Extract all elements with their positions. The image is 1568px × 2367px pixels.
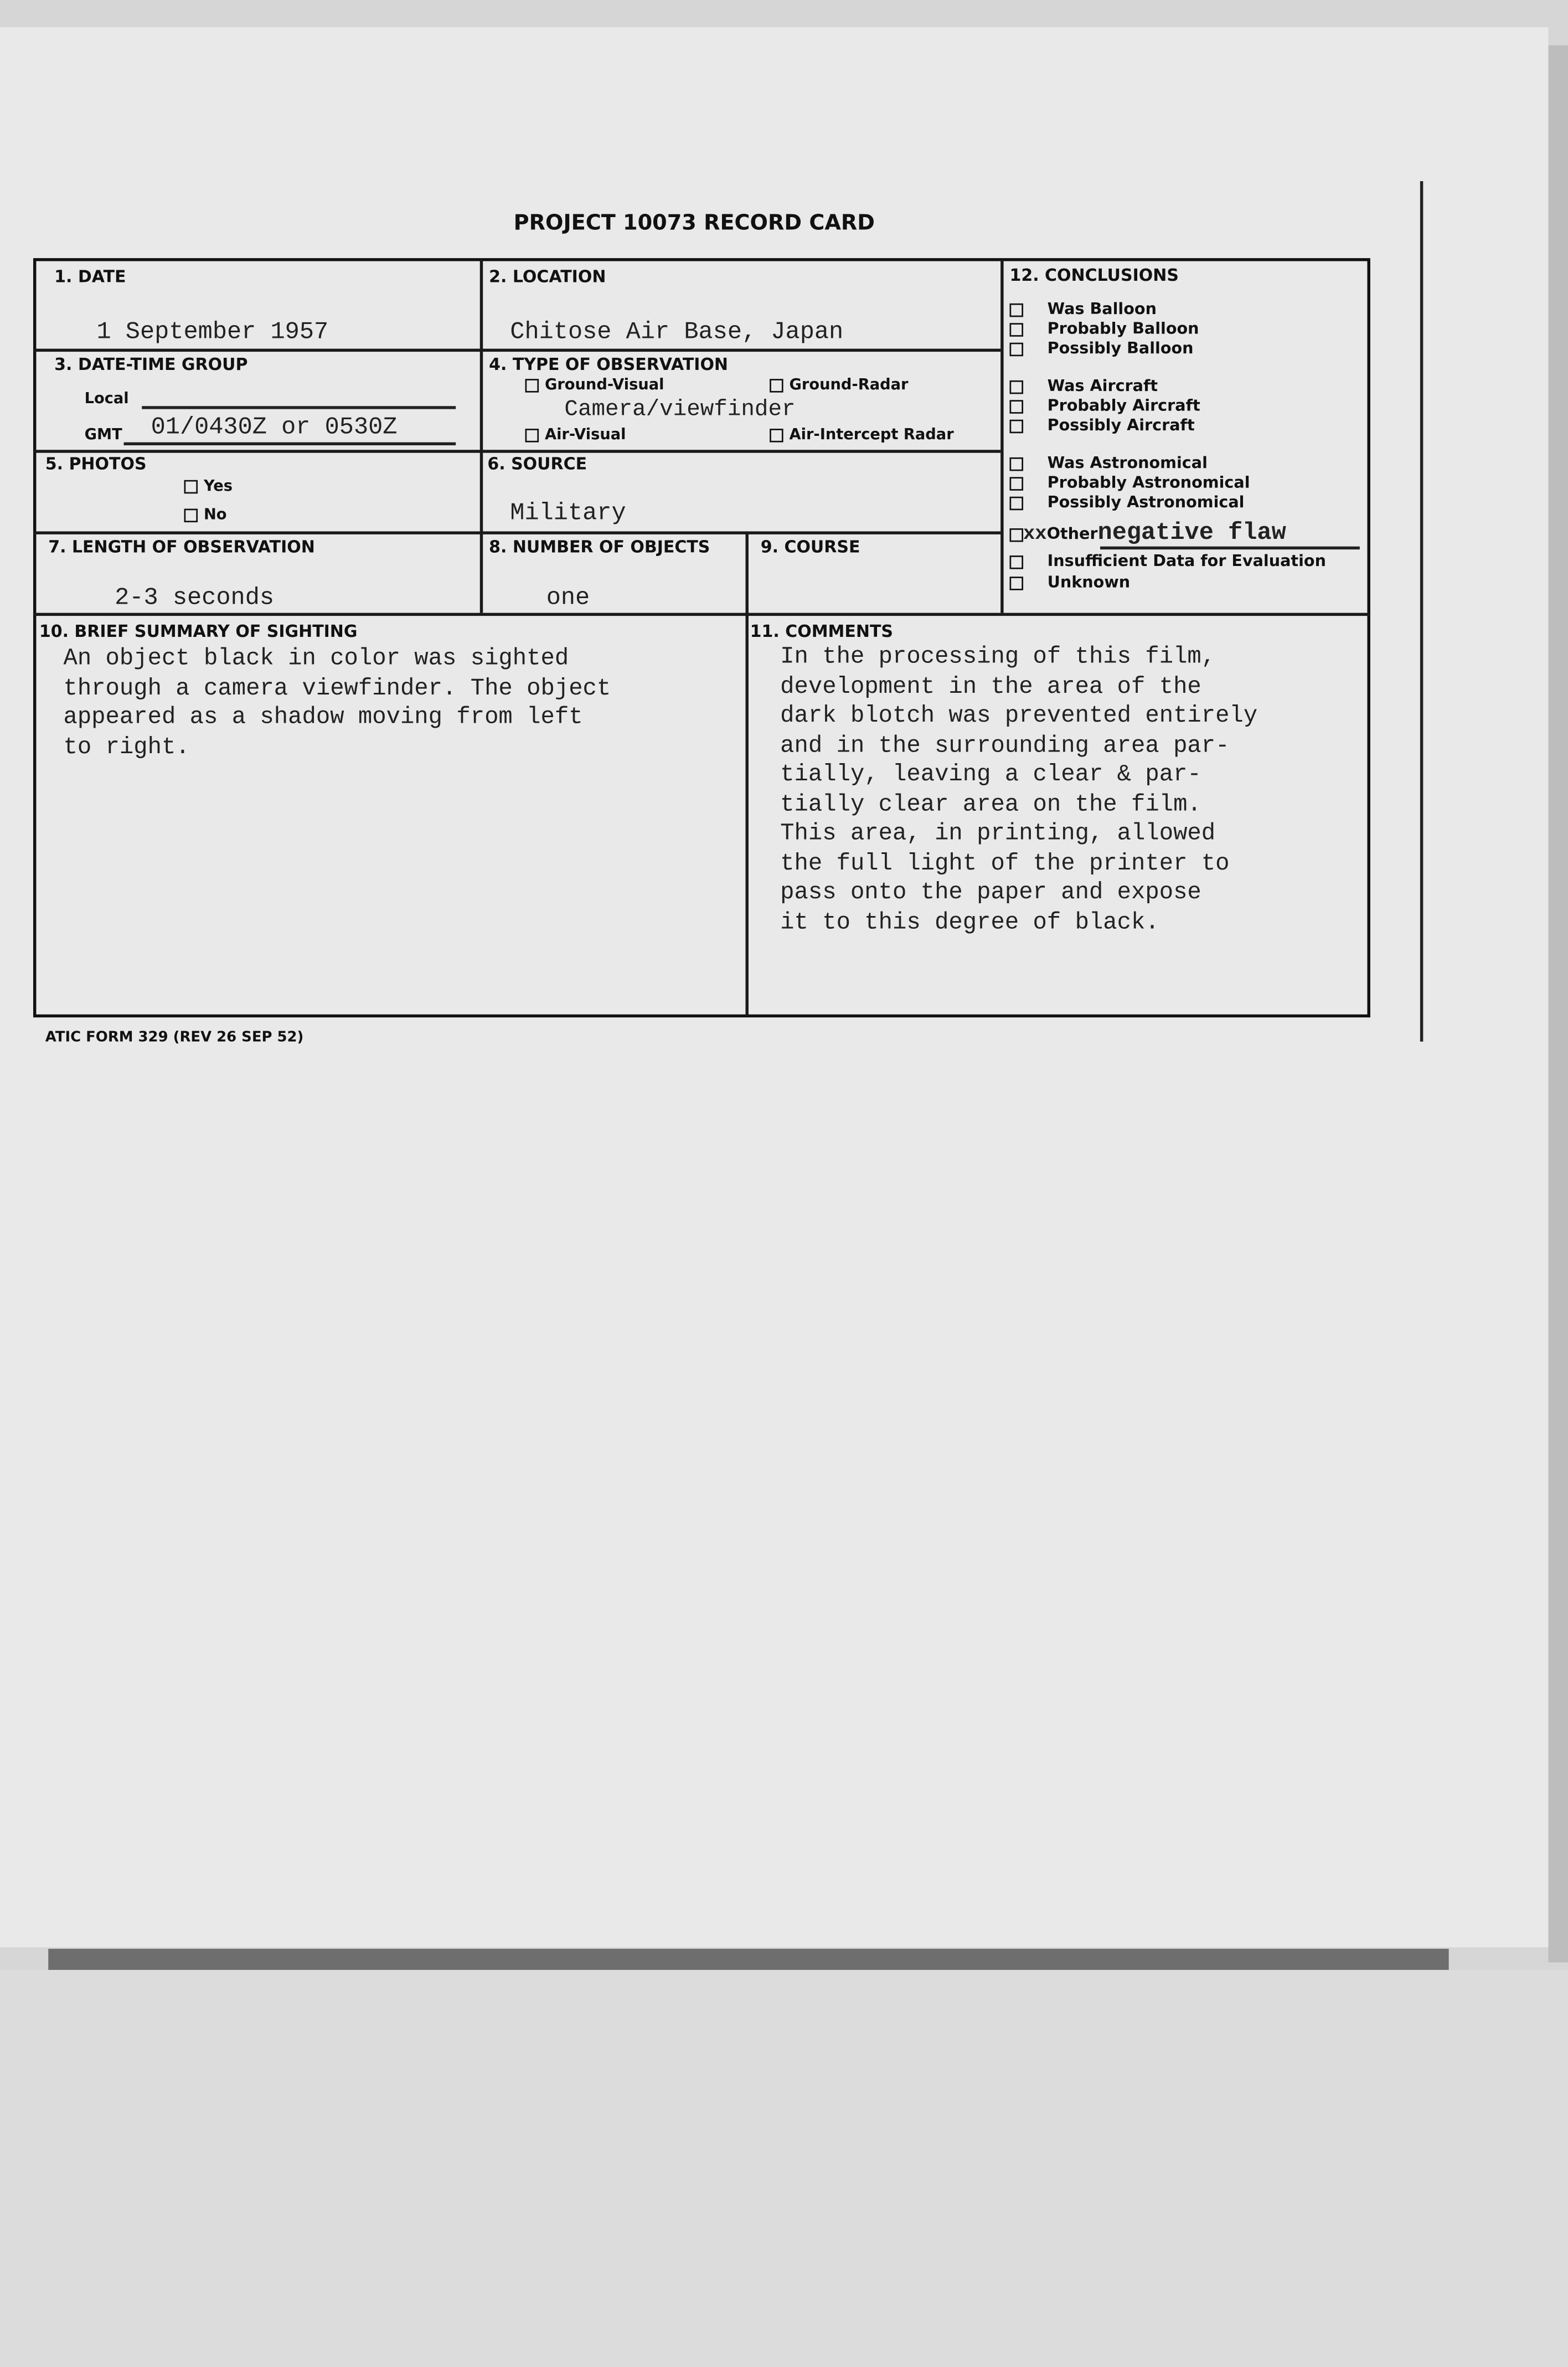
source-value: Military — [510, 500, 626, 527]
comments-label: 11. COMMENTS — [750, 621, 894, 642]
objects-label: 8. NUMBER OF OBJECTS — [489, 537, 710, 557]
observation-typed-note: Camera/viewfinder — [564, 397, 796, 423]
divider — [33, 349, 1000, 352]
date-value: 1 September 1957 — [96, 318, 329, 346]
checkbox[interactable] — [1009, 496, 1023, 510]
page-edge — [1549, 45, 1568, 1963]
photos-no[interactable]: No — [184, 507, 227, 526]
checkbox[interactable] — [1009, 555, 1023, 569]
option-air-intercept-radar[interactable]: Air-Intercept Radar — [770, 427, 954, 445]
length-label: 7. LENGTH OF OBSERVATION — [48, 537, 315, 557]
background-area — [0, 1970, 1568, 2367]
checkbox[interactable] — [525, 428, 539, 442]
checkbox[interactable] — [184, 508, 198, 522]
photos-yes[interactable]: Yes — [184, 478, 233, 497]
checkbox[interactable] — [1009, 457, 1023, 471]
checkbox[interactable] — [1009, 399, 1023, 413]
other-value: negative flaw — [1097, 519, 1286, 547]
form-number: ATIC FORM 329 (REV 26 SEP 52) — [45, 1029, 304, 1046]
divider — [33, 531, 1000, 534]
conclusion-probably-balloon[interactable]: Probably Balloon — [1009, 320, 1199, 339]
photos-label: 5. PHOTOS — [45, 454, 147, 474]
checkbox[interactable] — [1009, 576, 1023, 590]
checkbox-checked[interactable] — [1009, 528, 1023, 542]
page-shadow — [48, 1949, 1448, 1970]
checkbox[interactable] — [1009, 303, 1023, 317]
card-title: PROJECT 10073 RECORD CARD — [513, 211, 875, 236]
gmt-label: GMT — [84, 427, 122, 444]
other-line — [1100, 547, 1360, 549]
source-label: 6. SOURCE — [487, 454, 587, 474]
conclusion-unknown[interactable]: Unknown — [1009, 574, 1130, 593]
checkbox[interactable] — [770, 378, 783, 392]
date-label: 1. DATE — [54, 267, 126, 287]
conclusion-was-astronomical[interactable]: Was Astronomical — [1009, 454, 1207, 473]
checkbox[interactable] — [770, 428, 783, 442]
local-label: Local — [84, 390, 129, 408]
checkbox-checked[interactable] — [525, 378, 539, 392]
outer-border-line — [1420, 181, 1423, 1042]
checkbox[interactable] — [1009, 342, 1023, 356]
conclusion-was-balloon[interactable]: Was Balloon — [1009, 300, 1156, 319]
conclusion-possibly-astronomical[interactable]: Possibly Astronomical — [1009, 493, 1244, 512]
option-ground-visual[interactable]: Ground-Visual — [525, 377, 664, 395]
option-ground-radar[interactable]: Ground-Radar — [770, 377, 908, 395]
location-value: Chitose Air Base, Japan — [510, 318, 844, 346]
checkbox[interactable] — [1009, 380, 1023, 394]
local-line — [142, 406, 456, 408]
conclusion-probably-astronomical[interactable]: Probably Astronomical — [1009, 474, 1250, 493]
checkbox[interactable] — [1009, 476, 1023, 490]
conclusion-was-aircraft[interactable]: Was Aircraft — [1009, 377, 1158, 396]
checkbox[interactable] — [1009, 419, 1023, 433]
conclusion-insufficient-data[interactable]: Insufficient Data for Evaluation — [1009, 553, 1326, 572]
length-value: 2-3 seconds — [115, 584, 275, 611]
gmt-value: 01/0430Z or 0530Z — [151, 413, 398, 441]
conclusion-probably-aircraft[interactable]: Probably Aircraft — [1009, 397, 1200, 416]
dtg-label: 3. DATE-TIME GROUP — [54, 354, 248, 374]
divider — [745, 531, 748, 1016]
observation-type-label: 4. TYPE OF OBSERVATION — [489, 354, 729, 374]
comments-text: In the processing of this film, development in the area of the dark blotch was prevented entirely and in the surrounding area par- tially, leaving a clear & par- tially clear area on the film. This area, in printing, allowed the full light of the printer to pass onto the paper and expose it to this degree of black. — [780, 643, 1258, 935]
divider — [1000, 260, 1003, 613]
gmt-line — [124, 442, 456, 445]
divider — [480, 260, 483, 613]
conclusion-possibly-balloon[interactable]: Possibly Balloon — [1009, 339, 1193, 358]
divider — [33, 613, 1370, 616]
summary-text: An object black in color was sighted through a camera viewfinder. The object appeared as a shadow moving from left to right. — [63, 644, 611, 760]
summary-label: 10. BRIEF SUMMARY OF SIGHTING — [39, 621, 358, 642]
conclusions-label: 12. CONCLUSIONS — [1009, 265, 1179, 286]
divider — [33, 450, 1000, 452]
checkbox[interactable] — [1009, 322, 1023, 336]
objects-value: one — [546, 584, 590, 611]
checkbox-checked[interactable] — [184, 479, 198, 493]
location-label: 2. LOCATION — [489, 267, 606, 287]
conclusion-possibly-aircraft[interactable]: Possibly Aircraft — [1009, 416, 1194, 435]
course-label: 9. COURSE — [760, 537, 860, 557]
conclusion-other[interactable]: xxOthernegative flaw — [1009, 521, 1286, 548]
option-air-visual[interactable]: Air-Visual — [525, 427, 626, 445]
